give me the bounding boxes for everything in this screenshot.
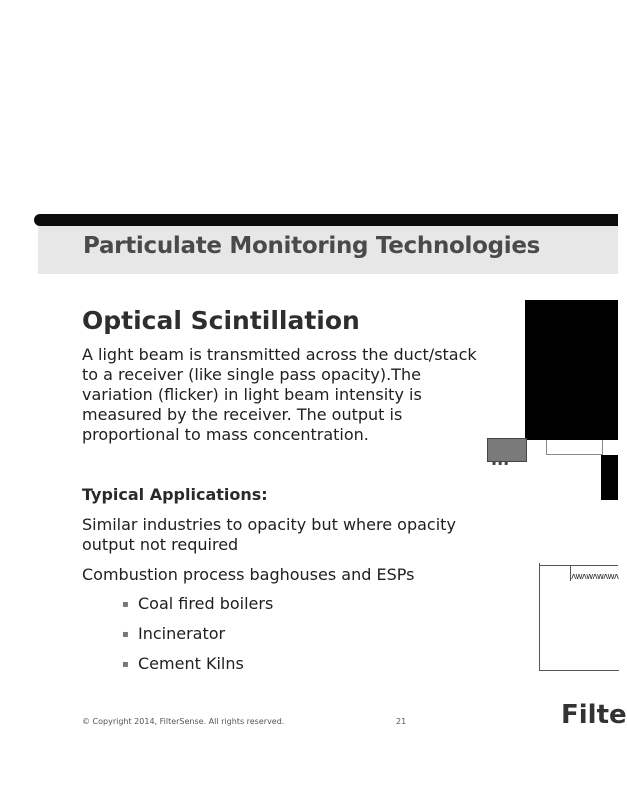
chart-noise-signal: ᴧᴡᴧᴡᴧᴡᴧᴡᴧ: [571, 572, 619, 582]
applications-paragraph-1: Similar industries to opacity but where opacity output not required: [82, 515, 456, 554]
brand-logo-text: Filte: [561, 700, 627, 730]
bullet-item: [122, 624, 225, 643]
chart-baseline: [540, 565, 618, 566]
bullet-label: Incinerator: [138, 624, 226, 643]
bullet-icon: ▪: [122, 629, 129, 640]
section-heading: Optical Scintillation: [82, 306, 360, 335]
redacted-strip: [601, 455, 618, 500]
device-connectors-icon: ▪▪▪: [492, 460, 511, 467]
bullet-label: Cement Kilns: [138, 654, 244, 673]
redacted-image: [525, 300, 618, 440]
mount-bracket: [546, 440, 603, 455]
bullet-label: Coal fired boilers: [138, 594, 274, 613]
slide-title: Particulate Monitoring Technologies: [83, 233, 541, 259]
header-bar: [34, 214, 618, 226]
applications-heading: Typical Applications:: [82, 485, 268, 504]
bullet-icon: ▪: [122, 659, 129, 670]
copyright-text: © Copyright 2014, FilterSense. All rights reserved.: [82, 717, 285, 726]
bullet-item: [122, 594, 273, 613]
device-image: [487, 438, 527, 462]
page-number: 21: [396, 717, 407, 726]
description-text: A light beam is transmitted across the duct/stack to a receiver (like single pass opacity).The variation (flicker) in light beam intensity is measured by the receiver. The output is proportional to mass concentration.: [82, 345, 477, 444]
bullet-icon: ▪: [122, 599, 129, 610]
bullet-item: [122, 654, 244, 673]
applications-paragraph-2: Combustion process baghouses and ESPs: [82, 565, 415, 584]
